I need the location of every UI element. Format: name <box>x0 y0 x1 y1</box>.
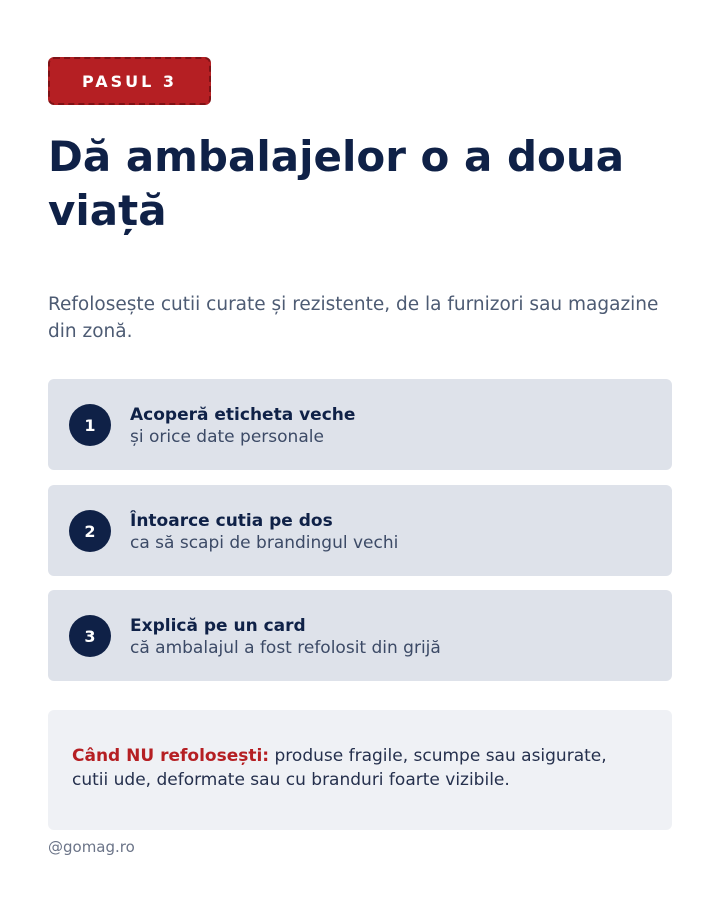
step-card-1 <box>48 379 672 470</box>
page-title: Dă ambalajelor o a doua viață <box>48 132 625 235</box>
step-title: Întoarce cutia pe dos <box>130 511 333 531</box>
warning-box <box>48 710 672 830</box>
step-subtitle: ca să scapi de brandingul vechi <box>130 533 399 553</box>
step-subtitle: că ambalajul a fost refolosit din grijă <box>130 638 441 658</box>
intro-text: Refolosește cutii curate și rezistente, de la furnizori sau magazine din zonă. <box>48 294 659 342</box>
warning-label: Când NU refolosești: <box>72 746 270 766</box>
step-card-3 <box>48 590 672 681</box>
step-badge: PASUL 3 <box>48 57 211 105</box>
warning-text: produse fragile, scumpe sau asigurate, cutii ude, deformate sau cu branduri foarte vizibile. <box>72 746 607 790</box>
step-number-badge: 3 <box>69 615 111 657</box>
social-handle: @gomag.ro <box>48 838 135 856</box>
step-number-badge: 1 <box>69 404 111 446</box>
step-card-2 <box>48 485 672 576</box>
step-subtitle: și orice date personale <box>130 427 324 447</box>
step-number-badge: 2 <box>69 510 111 552</box>
step-title: Explică pe un card <box>130 616 306 636</box>
step-title: Acoperă eticheta veche <box>130 405 356 425</box>
